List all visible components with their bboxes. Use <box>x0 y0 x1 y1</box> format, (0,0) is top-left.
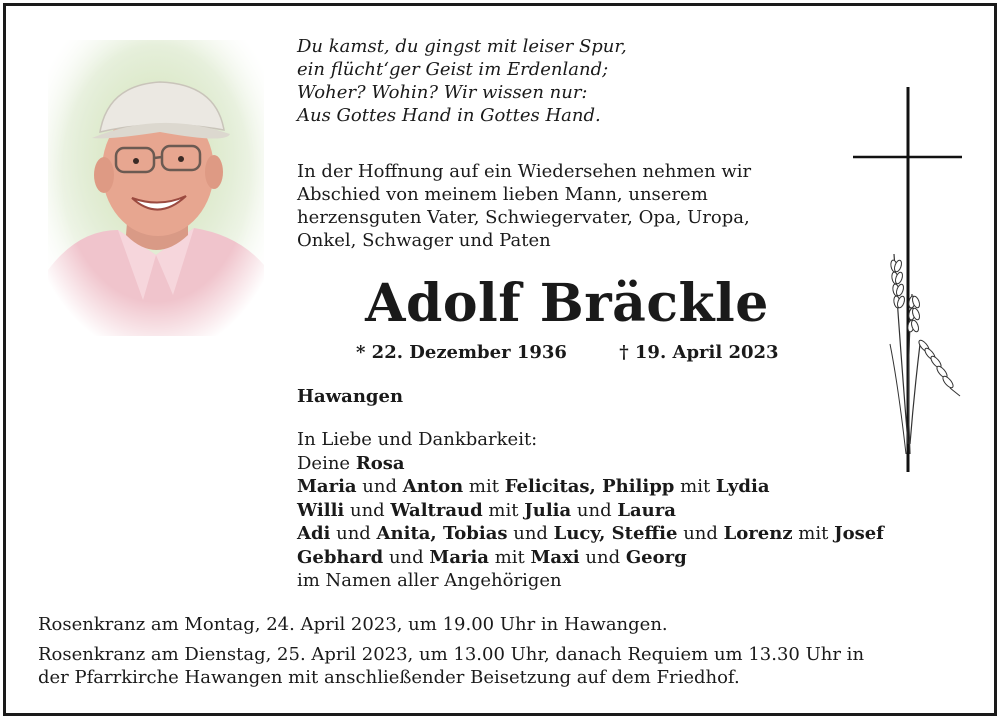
portrait-photo <box>48 40 264 336</box>
death-date: † 19. April 2023 <box>619 342 779 363</box>
text-fragment: und <box>356 476 403 497</box>
cross-with-wheat-icon <box>850 84 965 476</box>
life-dates <box>356 342 779 363</box>
mourner-name: Willi <box>297 499 345 521</box>
mourner-name: Lorenz <box>723 523 793 544</box>
mourners-line <box>297 499 884 523</box>
text-fragment: mit <box>674 476 716 497</box>
poem-line: Woher? Wohin? Wir wissen nur: <box>297 82 588 103</box>
mourners-line <box>297 546 884 570</box>
poem <box>297 35 627 127</box>
intro-line: In der Hoffnung auf ein Wiedersehen nehmen wir <box>297 161 752 182</box>
intro-line: herzensguten Vater, Schwiegervater, Opa, Uropa, <box>297 207 750 228</box>
mourner-name: Lucy, Steffie <box>553 523 678 544</box>
mourner-name: Waltraud <box>390 499 483 521</box>
deceased-name: Adolf Bräckle <box>365 273 769 334</box>
mourner-name: Gebhard <box>297 546 384 568</box>
text-fragment: und <box>344 499 391 521</box>
intro-text <box>297 160 751 252</box>
text-fragment: und <box>383 546 430 568</box>
poem-line: Du kamst, du gingst mit leiser Spur, <box>297 36 627 57</box>
service-line: der Pfarrkirche Hawangen mit anschließender Beisetzung auf dem Friedhof. <box>38 667 740 688</box>
mourner-name: Anton <box>402 476 464 497</box>
text-fragment: und <box>571 499 618 521</box>
text-fragment: mit <box>482 499 525 521</box>
mourner-name: Adi <box>297 523 331 544</box>
mourners-line <box>297 475 884 499</box>
intro-line: Abschied von meinem lieben Mann, unserem <box>297 184 708 205</box>
mourner-name: Anita, Tobias <box>376 523 508 544</box>
mourner-name: Rosa <box>355 452 405 474</box>
text-fragment: mit <box>463 476 505 497</box>
text-fragment: und <box>677 523 724 544</box>
service-info <box>38 613 864 690</box>
text-fragment: mit <box>792 523 835 544</box>
mourners-list <box>297 428 884 593</box>
hometown: Hawangen <box>297 386 404 407</box>
mourners-closing: im Namen aller Angehörigen <box>297 570 562 591</box>
text-fragment: und <box>579 546 626 568</box>
service-line: Rosenkranz am Dienstag, 25. April 2023, um 13.00 Uhr, danach Requiem um 13.30 Uhr in <box>38 643 865 665</box>
mourner-name: Maxi <box>530 546 580 568</box>
text-fragment: und <box>507 523 554 544</box>
mourner-name: Laura <box>617 499 676 521</box>
mourners-opening: In Liebe und Dankbarkeit: <box>297 429 538 450</box>
intro-line: Onkel, Schwager und Paten <box>297 230 551 251</box>
mourner-name: Lydia <box>715 476 770 497</box>
mourner-name: Maria <box>297 476 357 497</box>
mourners-line <box>297 452 884 476</box>
text-fragment: Deine <box>297 452 356 474</box>
mourner-name: Felicitas, Philipp <box>504 476 675 497</box>
poem-line: ein flücht‘ger Geist im Erdenland; <box>297 59 609 80</box>
mourner-name: Maria <box>429 546 489 568</box>
text-fragment: mit <box>488 546 531 568</box>
mourner-name: Josef <box>834 523 884 544</box>
mourner-name: Julia <box>524 499 572 521</box>
poem-line: Aus Gottes Hand in Gottes Hand. <box>297 105 601 126</box>
mourners-line <box>297 522 884 546</box>
text-fragment: und <box>330 523 377 544</box>
service-line: Rosenkranz am Montag, 24. April 2023, um 19.00 Uhr in Hawangen. <box>38 614 668 635</box>
birth-date: * 22. Dezember 1936 <box>356 342 567 363</box>
mourner-name: Georg <box>625 546 687 568</box>
